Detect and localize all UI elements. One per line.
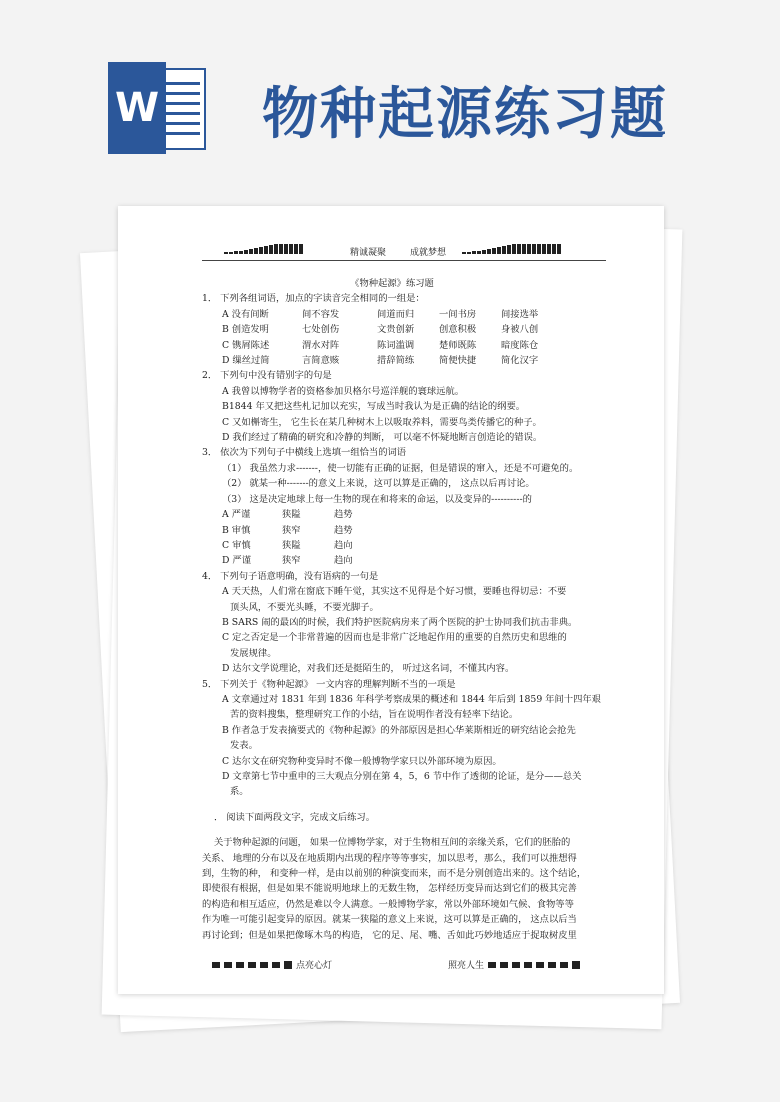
document-content — [202, 276, 622, 943]
footer-left-text: 点亮心灯 — [296, 961, 333, 971]
q2-stem: 2． 下列句中没有错别字的句是 — [202, 370, 332, 382]
option-cell: 间接选举 — [501, 308, 539, 320]
option-cell: 陈词滥调 — [377, 339, 415, 351]
reading-line: 再讨论到；但是如果把像啄木鸟的构造， 它的足、尾、嘴、舌如此巧妙地适应于捉取树皮里 — [202, 929, 577, 941]
option-item: 苦的资料搜集，整理研究工作的小结，旨在说明作者没有轻率下结论。 — [230, 709, 519, 721]
doc-title: 《物种起源》练习题 — [350, 278, 434, 289]
option-cell: 趋势 — [334, 509, 353, 521]
q1-stem: 1． 下列各组词语，加点的字读音完全相同的一组是： — [202, 293, 425, 305]
footer-right — [448, 958, 580, 971]
option-cell: 七处创伤 — [302, 324, 340, 336]
q4-stem: 4． 下列句子语意明确，没有语病的一句是 — [202, 570, 379, 582]
footer-left — [212, 958, 332, 971]
option-item: B 作者急于发表摘要式的《物种起源》的外部原因是担心华莱斯相近的研究结论会抢先 — [222, 724, 576, 736]
option-row — [202, 553, 622, 568]
option-item: 顶头风，不要光头睡，不要光脚子。 — [230, 601, 379, 613]
option-cell: 狭隘 — [282, 539, 301, 551]
reading-line: 作为唯一可能引起变异的原因。就某一狭隘的意义上来说，这可以算是正确的， 这点以后当 — [202, 914, 577, 926]
option-cell: C 审慎 — [222, 539, 251, 551]
reading-intro: ． 阅读下面两段文字，完成文后练习。 — [214, 811, 376, 823]
option-item: C 定之否定是一个非常普遍的因而也是非常广泛地起作用的重要的自然历史和思维的 — [222, 632, 567, 644]
option-cell: A 没有间断 — [222, 308, 269, 320]
header-right-text: 成就梦想 — [410, 248, 447, 258]
option-cell: 文贵创新 — [377, 324, 415, 336]
page-header — [202, 244, 606, 261]
option-cell: 简便快捷 — [439, 355, 477, 367]
option-row — [202, 523, 622, 538]
option-cell: 简化汉字 — [501, 355, 539, 367]
option-item: D 我们经过了精确的研究和冷静的判断， 可以毫不怀疑地断言创造论的错误。 — [222, 432, 543, 444]
option-cell: 趋向 — [334, 539, 353, 551]
banner — [0, 0, 780, 200]
word-icon-letter: W — [108, 62, 166, 154]
option-row — [202, 538, 622, 553]
option-cell: A 严谨 — [222, 509, 251, 521]
option-cell: 渭水对阵 — [302, 339, 340, 351]
document-page — [118, 206, 664, 994]
header-left-text: 精诚凝聚 — [350, 248, 387, 258]
option-item: B1844 年又把这些札记加以充实，写成当时我认为是正确的结论的纲要。 — [222, 401, 526, 413]
reading-line: 关系、 地理的分布以及在地质期内出现的程序等等事实，加以思考，那么，我们可以推想得 — [202, 852, 577, 864]
fill-sentence: （2） 就某一种-------的意义上来说，这可以算是正确的， 这点以后再讨论。 — [222, 478, 535, 490]
option-item: 系。 — [230, 786, 249, 798]
option-item: 发展规律。 — [230, 647, 277, 659]
option-row — [202, 338, 622, 353]
reading-line: 关于物种起源的问题， 如果一位博物学家，对于生物相互间的亲缘关系，它们的胚胎的 — [214, 837, 571, 849]
option-cell: 楚师既陈 — [439, 339, 477, 351]
option-item: D 文章第七节中重申的三大观点分别在第 4，5，6 节中作了透彻的论证，是分——总关 — [222, 771, 582, 782]
option-item: C 达尔文在研究物种变异时不像一般博物学家只以外部环境为原因。 — [222, 755, 502, 767]
option-row — [202, 307, 622, 322]
fill-sentence: （1） 我虽然力求-------，使一切能有正确的证据，但是错误的窜入，还是不可避免的。 — [222, 462, 579, 474]
option-item: A 天天热，人们常在窗底下睡午觉，其实这不见得是个好习惯，要睡也得切忌：不要 — [222, 586, 567, 598]
option-cell: D 严谨 — [222, 555, 252, 567]
option-cell: 狭窄 — [282, 555, 301, 567]
footer-right-text: 照亮人生 — [448, 961, 485, 971]
word-document-icon — [108, 62, 206, 154]
option-cell: 趋向 — [334, 555, 353, 567]
option-item: A 文章通过对 1831 年到 1836 年科学考察成果的概述和 1844 年后到 1859 年间十四年艰 — [222, 693, 601, 705]
option-item: B SARS 闹的最凶的时候，我们特护医院病房来了两个医院的护士协同我们抗击非典。 — [222, 616, 578, 628]
q3-stem: 3． 依次为下列句子中横线上选填一组恰当的词语 — [202, 447, 407, 459]
option-item: C 又如槲寄生， 它生长在某几种树木上以吸取养料，需要鸟类传播它的种子。 — [222, 416, 542, 428]
option-cell: 创意积极 — [439, 324, 477, 336]
option-cell: 暗度陈仓 — [501, 339, 539, 351]
option-cell: B 审慎 — [222, 524, 251, 536]
fill-sentence: （3） 这是决定地球上每一生物的现在和将来的命运，以及变异的----------的 — [222, 493, 532, 505]
option-cell: 一间书房 — [439, 308, 477, 320]
banner-title: 物种起源练习题 — [262, 82, 668, 147]
option-item: 发表。 — [230, 740, 258, 752]
option-cell: 措辞简练 — [377, 355, 415, 367]
reading-line: 的构造和相互适应，仍然是难以令人满意。一般博物学家，常以外部环境如气候、食物等等 — [202, 898, 574, 910]
option-cell: 趋势 — [334, 524, 353, 536]
option-row — [202, 507, 622, 522]
option-cell: 狭隘 — [282, 509, 301, 521]
option-cell: C 镌屑陈述 — [222, 339, 270, 351]
option-cell: 间道而归 — [377, 308, 415, 320]
option-item: A 我曾以博物学者的资格参加贝格尔号巡洋舰的寰球远航。 — [222, 385, 465, 397]
q5-stem: 5． 下列关于《物种起源》 一文内容的理解判断不当的一项是 — [202, 678, 456, 690]
reading-line: 即使很有根据，但是如果不能说明地球上的无数生物， 怎样经历变异而达到它们的极其完善 — [202, 883, 577, 895]
option-cell: 狭窄 — [282, 524, 301, 536]
header-bars-left — [224, 244, 303, 254]
option-cell: B 创造发明 — [222, 324, 269, 336]
option-item: D 达尔文学说理论，对我们还是挺陌生的， 听过这名词，不懂其内容。 — [222, 663, 515, 675]
option-cell: 身被八创 — [501, 324, 539, 336]
option-row — [202, 353, 622, 368]
option-cell: 言简意赅 — [302, 355, 340, 367]
option-cell: D 缫丝过简 — [222, 355, 270, 367]
option-cell: 间不容发 — [302, 308, 340, 320]
option-row — [202, 322, 622, 337]
reading-line: 到，生物的种， 和变种一样，是由以前别的种演变而来，而不是分别创造出来的。这个结论， — [202, 868, 587, 880]
header-bars-right — [462, 244, 561, 254]
